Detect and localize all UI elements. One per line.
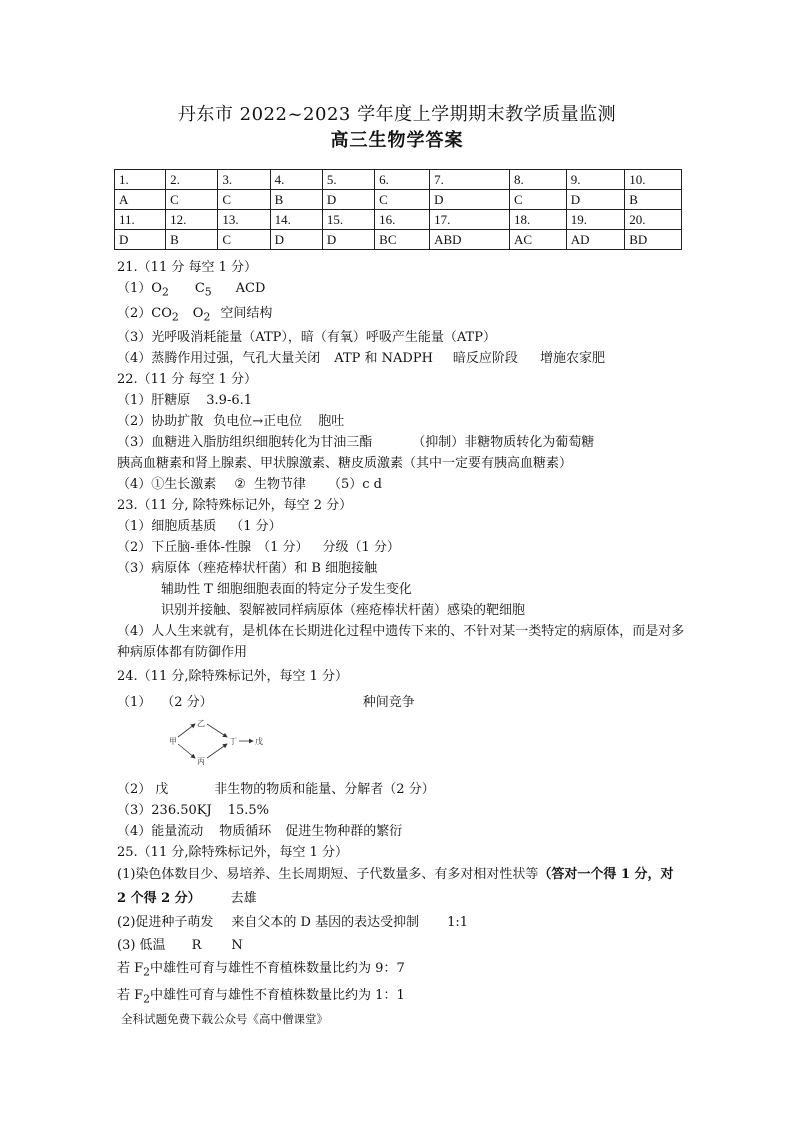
q22-heading: 22.（11 分 每空 1 分）	[117, 372, 258, 388]
table-cell: 10.	[625, 170, 682, 190]
bold-note: （答对一个得 1 分，对 2 个得 2 分）	[117, 867, 674, 907]
table-cell: 5.	[322, 170, 374, 190]
text: 分级（1 分）	[322, 540, 400, 556]
q22-line-4: 胰高血糖素和肾上腺素、甲状腺激素、糖皮质激素（其中一定要有胰高血糖素）	[117, 456, 573, 472]
arrow-jia-bing	[178, 744, 195, 758]
table-cell: B	[166, 230, 218, 250]
text: 增施农家肥	[539, 351, 605, 367]
text: （1）肝糖原	[117, 393, 191, 409]
arrow-jia-yi	[178, 724, 195, 737]
q24-heading: 24.（11 分,除特殊标记外，每空 1 分）	[117, 669, 349, 685]
text: 中雄性可育与雄性不育植株数量比约为 9：7	[150, 961, 405, 977]
text: 1:1	[447, 915, 469, 931]
text: ATP 和 NADPH	[334, 351, 433, 367]
q25-line-2	[117, 911, 687, 934]
answer-table	[114, 169, 682, 250]
table-cell: 20.	[625, 210, 682, 230]
text: （4）能量流动	[117, 824, 204, 840]
table-cell: 15.	[322, 210, 374, 230]
q25-line-1	[117, 863, 687, 911]
q24-line-4	[117, 821, 687, 842]
table-cell: 7.	[430, 170, 510, 190]
q23-line-5: 识别并接触、裂解被同样病原体（痤疮棒状杆菌）感染的靶细胞	[161, 603, 526, 619]
q23-line-3: （3）病原体（痤疮棒状杆菌）和 B 细胞接触	[117, 561, 378, 577]
arrow-bing-ding	[207, 744, 227, 758]
subscript: 2	[203, 310, 211, 324]
subscript: 2	[143, 992, 151, 1006]
text: (2)促进种子萌发	[117, 915, 214, 931]
q25-line-3	[117, 934, 687, 957]
table-cell: D	[430, 190, 510, 210]
text: R	[191, 938, 202, 954]
table-cell: ABD	[430, 230, 510, 250]
table-row	[115, 170, 682, 190]
text: 促进生物种群的繁衍	[285, 824, 403, 840]
text: O	[192, 305, 204, 321]
q21-line-1	[117, 278, 687, 303]
text: 15.5%	[227, 803, 269, 819]
q22-line-2	[117, 411, 687, 432]
q24-line-2	[117, 779, 687, 800]
q25-line-5	[117, 984, 687, 1011]
text: 3.9-6.1	[206, 393, 253, 409]
food-web-svg	[167, 717, 277, 767]
text: （2）	[117, 782, 152, 798]
text: （4）①生长激素	[117, 477, 217, 493]
q25-line-4	[117, 957, 687, 984]
table-cell: 6.	[375, 170, 430, 190]
q21-line-2	[117, 303, 687, 328]
footer-note: 全科试题免费下载公众号《高中僧课堂》	[121, 1012, 328, 1027]
node-bing: 丙	[197, 757, 205, 767]
node-jia: 甲	[169, 737, 177, 747]
text: （5）c d	[327, 477, 382, 493]
text: 物质循环	[219, 824, 272, 840]
text: （2）CO	[117, 305, 172, 321]
q23-line-4: 辅助性 T 细胞细胞表面的特定分子发生变化	[161, 582, 412, 598]
text: （1 分）	[257, 540, 309, 556]
q24-line-1	[117, 692, 687, 713]
text: 暗反应阶段	[452, 351, 518, 367]
text: （1）细胞质基质	[117, 519, 217, 535]
text: 来自父本的 D 基因的表达受抑制	[231, 915, 420, 931]
text: （2）协助扩散	[117, 414, 204, 430]
q23-heading: 23.（11 分, 除特殊标记外，每空 2 分）	[117, 498, 353, 514]
text: ACD	[235, 281, 266, 296]
table-cell: C	[218, 230, 270, 250]
table-cell: D	[566, 190, 625, 210]
table-cell: 8.	[509, 170, 566, 190]
food-web-diagram	[117, 713, 687, 779]
text: 中雄性可育与雄性不育植株数量比约为 1：1	[150, 987, 405, 1003]
q21-heading: 21.（11 分 每空 1 分）	[117, 260, 258, 275]
document-title: 丹东市 2022~2023 学年度上学期期末教学质量监测	[177, 104, 617, 125]
q21-line-4	[117, 348, 687, 369]
table-cell: 11.	[115, 210, 166, 230]
table-cell: 17.	[430, 210, 510, 230]
table-cell: D	[322, 190, 374, 210]
q23-line-2	[117, 537, 687, 558]
node-ding: 丁	[229, 737, 237, 747]
text: 胞吐	[318, 414, 345, 430]
document-subtitle: 高三生物学答案	[330, 130, 464, 151]
q22-line-1	[117, 390, 687, 411]
table-cell: 18.	[509, 210, 566, 230]
text: 若 F	[117, 987, 144, 1003]
text: 戊	[155, 782, 169, 798]
node-wu: 戊	[255, 737, 263, 747]
q21-line-3: （3）光呼吸消耗能量（ATP），暗（有氧）呼吸产生能量（ATP）	[117, 330, 496, 346]
table-cell: B	[625, 190, 682, 210]
text: 空间结构	[220, 305, 273, 321]
table-cell: AD	[566, 230, 625, 250]
text: （3）236.50KJ	[117, 803, 212, 819]
subscript: 2	[161, 285, 169, 299]
q22-line-3	[117, 432, 687, 453]
table-cell: 19.	[566, 210, 625, 230]
text: 生物节律	[253, 477, 306, 493]
table-cell: A	[115, 190, 166, 210]
table-row	[115, 230, 682, 250]
text: ②	[234, 477, 246, 493]
table-cell: 3.	[218, 170, 270, 190]
text: （1）O	[117, 281, 162, 296]
text: （3）血糖进入脂肪组织细胞转化为甘油三酯	[117, 435, 373, 451]
q25-heading: 25.（11 分,除特殊标记外，每空 1 分）	[117, 845, 349, 861]
text: 若 F	[117, 961, 144, 977]
table-cell: D	[322, 230, 374, 250]
text: （2）下丘脑-垂体-性腺	[117, 540, 252, 556]
q23-line-1	[117, 516, 687, 537]
text: (1)染色体数目少、易培养、生长周期短、子代数量多、有多对相对性状等	[117, 867, 539, 883]
table-cell: D	[115, 230, 166, 250]
table-cell: 16.	[375, 210, 430, 230]
arrow-yi-ding	[207, 724, 227, 737]
text: （抑制）非糖物质转化为葡萄糖	[412, 435, 595, 451]
table-cell: 13.	[218, 210, 270, 230]
text: （1 分）	[230, 519, 282, 535]
answer-content	[117, 257, 687, 1028]
table-cell: 14.	[270, 210, 322, 230]
text: 种间竞争	[362, 695, 415, 711]
table-cell: B	[270, 190, 322, 210]
table-cell: 9.	[566, 170, 625, 190]
subscript: 2	[171, 310, 179, 324]
table-cell: C	[375, 190, 430, 210]
text: （1）	[117, 695, 152, 711]
text: 负电位→正电位	[213, 414, 303, 430]
table-cell: 2.	[166, 170, 218, 190]
table-cell: C	[166, 190, 218, 210]
text: C	[194, 281, 205, 296]
table-cell: C	[218, 190, 270, 210]
table-row	[115, 210, 682, 230]
text: （4）蒸腾作用过强，气孔大量关闭	[117, 351, 321, 367]
table-cell: 12.	[166, 210, 218, 230]
table-cell: 1.	[115, 170, 166, 190]
text: 非生物的物质和能量、分解者（2 分）	[214, 782, 435, 798]
table-cell: D	[270, 230, 322, 250]
subscript: 5	[204, 285, 212, 299]
table-cell: BD	[625, 230, 682, 250]
table-cell: BC	[375, 230, 430, 250]
text: N	[231, 938, 243, 954]
text: （2 分）	[161, 695, 213, 711]
table-cell: AC	[509, 230, 566, 250]
node-yi: 乙	[197, 719, 205, 729]
q23-line-6: （4）人人生来就有，是机体在长期进化过程中遗传下来的、不针对某一类特定的病原体，而是对多种病原体都有防御作用	[117, 624, 685, 661]
table-cell: 4.	[270, 170, 322, 190]
subscript: 2	[143, 965, 151, 979]
text: (3) 低温	[117, 938, 166, 954]
table-cell: C	[509, 190, 566, 210]
table-row	[115, 190, 682, 210]
text: 去雄	[230, 891, 257, 907]
q24-line-3	[117, 800, 687, 821]
q22-line-5	[117, 474, 687, 495]
